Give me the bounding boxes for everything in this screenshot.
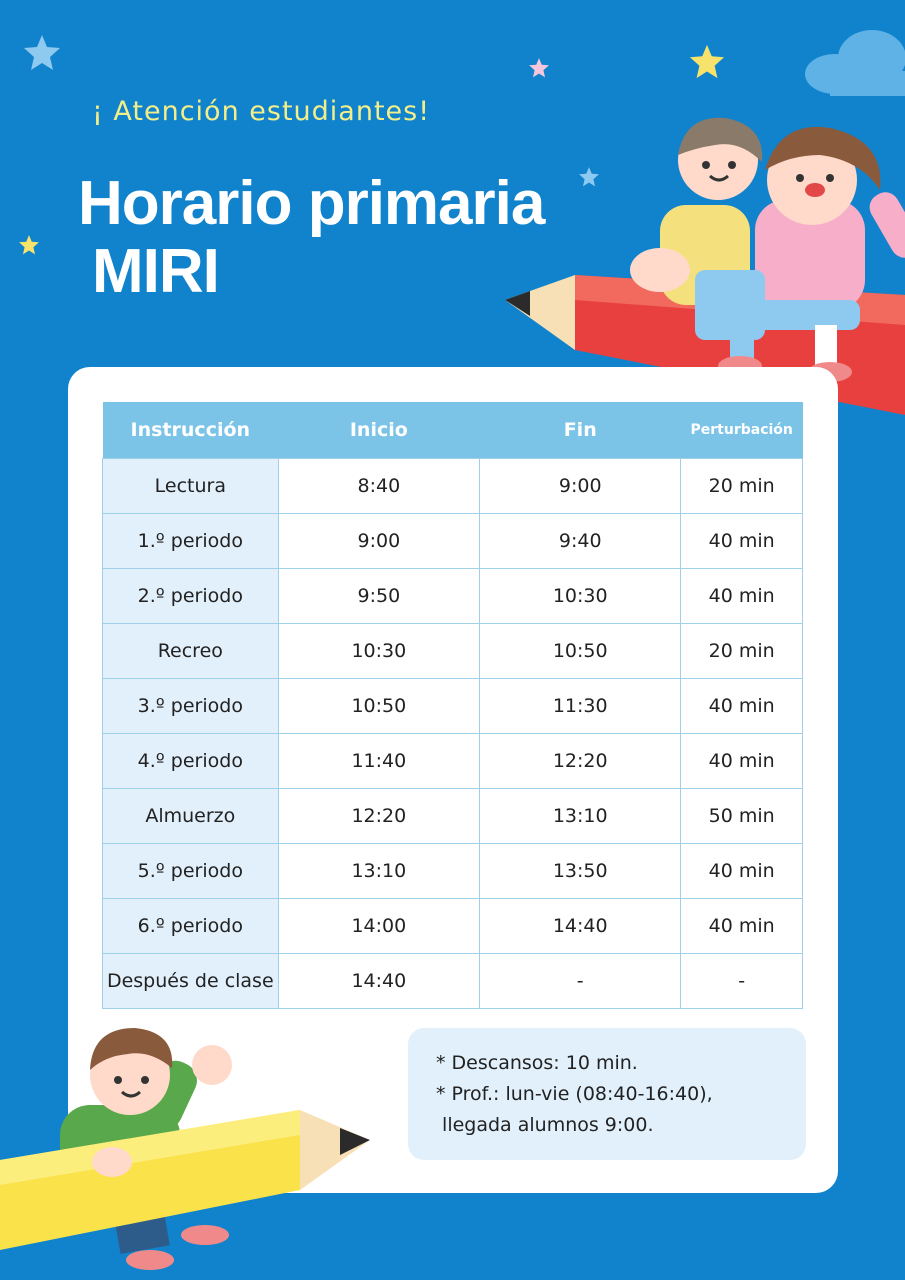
cell-end: 9:40 — [480, 514, 681, 569]
table-row — [103, 789, 803, 844]
boy-on-yellow-pencil-illustration — [0, 1020, 380, 1280]
cell-start: 10:30 — [278, 624, 479, 679]
cell-start: 9:00 — [278, 514, 479, 569]
cell-instruction: 6.º periodo — [103, 899, 279, 954]
cell-duration: 40 min — [681, 569, 803, 624]
cell-duration: 40 min — [681, 734, 803, 789]
schedule-table — [102, 402, 803, 1009]
cell-start: 11:40 — [278, 734, 479, 789]
column-header-inicio: Inicio — [278, 402, 479, 459]
cell-instruction: Almuerzo — [103, 789, 279, 844]
table-row — [103, 624, 803, 679]
table-row — [103, 569, 803, 624]
star-icon — [18, 234, 40, 256]
table-row — [103, 514, 803, 569]
cell-end: 10:50 — [480, 624, 681, 679]
cell-instruction: Recreo — [103, 624, 279, 679]
cell-end: - — [480, 954, 681, 1009]
cell-duration: - — [681, 954, 803, 1009]
cell-duration: 20 min — [681, 624, 803, 679]
cell-instruction: 3.º periodo — [103, 679, 279, 734]
cell-duration: 50 min — [681, 789, 803, 844]
star-icon — [22, 33, 62, 73]
table-row — [103, 734, 803, 789]
table-row — [103, 954, 803, 1009]
cell-end: 10:30 — [480, 569, 681, 624]
cell-start: 12:20 — [278, 789, 479, 844]
cell-start: 9:50 — [278, 569, 479, 624]
star-icon — [688, 43, 726, 81]
cell-instruction: 5.º periodo — [103, 844, 279, 899]
cell-instruction: 4.º periodo — [103, 734, 279, 789]
cell-end: 12:20 — [480, 734, 681, 789]
subtitle: ¡ Atención estudiantes! — [92, 96, 431, 127]
cell-duration: 40 min — [681, 844, 803, 899]
table-row — [103, 679, 803, 734]
notes-box — [408, 1028, 806, 1160]
column-header-perturbacion: Perturbación — [681, 402, 803, 459]
table-row — [103, 899, 803, 954]
table-header-row — [103, 402, 803, 459]
cell-instruction: 2.º periodo — [103, 569, 279, 624]
cell-end: 13:50 — [480, 844, 681, 899]
cell-duration: 40 min — [681, 514, 803, 569]
cell-instruction: Lectura — [103, 459, 279, 514]
note-line: llegada alumnos 9:00. — [436, 1114, 654, 1136]
cell-start: 8:40 — [278, 459, 479, 514]
cell-start: 14:00 — [278, 899, 479, 954]
cell-end: 13:10 — [480, 789, 681, 844]
table-row — [103, 459, 803, 514]
cell-instruction: 1.º periodo — [103, 514, 279, 569]
cell-instruction: Después de clase — [103, 954, 279, 1009]
title-line-2: MIRI — [92, 237, 219, 306]
note-line: * Descansos: 10 min. — [436, 1052, 638, 1074]
cell-duration: 20 min — [681, 459, 803, 514]
cell-end: 9:00 — [480, 459, 681, 514]
cloud-icon — [800, 26, 905, 96]
table-row — [103, 844, 803, 899]
cell-end: 14:40 — [480, 899, 681, 954]
cell-start: 10:50 — [278, 679, 479, 734]
column-header-instruccion: Instrucción — [103, 402, 279, 459]
title-line-1: Horario primaria — [78, 169, 545, 238]
page-title — [78, 170, 544, 306]
note-line: * Prof.: lun-vie (08:40-16:40), — [436, 1083, 713, 1105]
star-icon — [528, 57, 550, 79]
cell-start: 13:10 — [278, 844, 479, 899]
cell-start: 14:40 — [278, 954, 479, 1009]
column-header-fin: Fin — [480, 402, 681, 459]
cell-end: 11:30 — [480, 679, 681, 734]
cell-duration: 40 min — [681, 679, 803, 734]
cell-duration: 40 min — [681, 899, 803, 954]
